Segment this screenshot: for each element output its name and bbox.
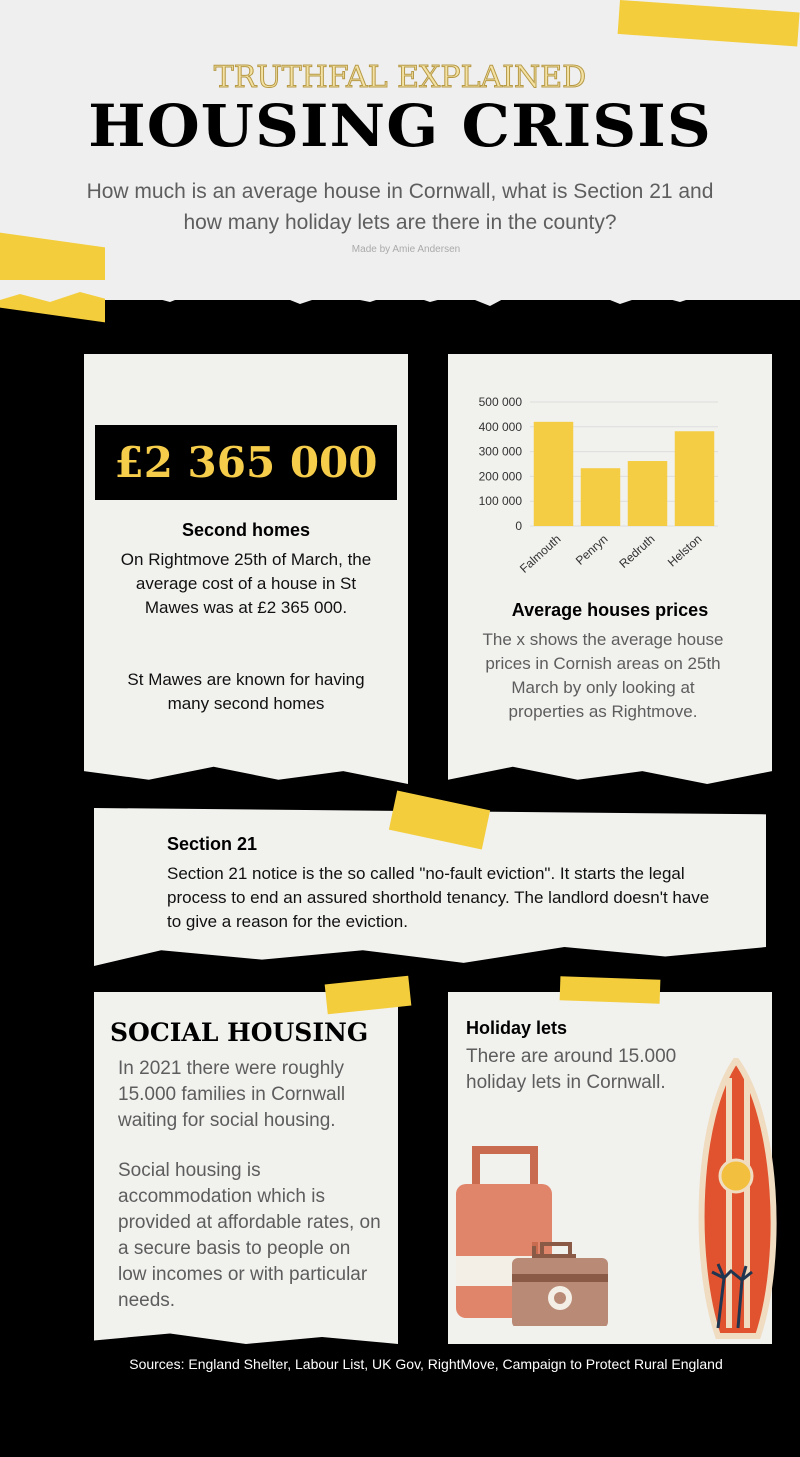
chart-bar-helston: [675, 431, 714, 526]
page-title: HOUSING CRISIS: [88, 92, 712, 160]
chart-y-tick: 0: [515, 519, 522, 533]
section21-heading: Section 21: [167, 834, 258, 854]
tape-social: [325, 976, 412, 1015]
chart-bar-penryn: [581, 468, 620, 526]
chart-y-tick: 100 000: [478, 494, 522, 509]
social-housing-heading: SOCIAL HOUSING: [110, 1018, 369, 1047]
page-subtitle: How much is an average house in Cornwall, what is Section 21 and how many holiday lets are there in the county?: [86, 180, 714, 234]
chart-y-tick: 400 000: [478, 419, 522, 434]
suitcase-icon: [452, 1146, 612, 1326]
holiday-lets-text: There are around 15.000 holiday lets in Cornwall.: [466, 1046, 677, 1093]
surfboard-icon: [688, 1058, 788, 1342]
chart-title: Average houses prices: [511, 600, 709, 620]
second-homes-note: St Mawes are known for having many second homes: [127, 670, 365, 713]
chart-y-tick: 200 000: [478, 469, 522, 484]
section21-text: Section 21 notice is the so called "no-fault eviction". It starts the legal process to end an assured shorthold tenancy. The landlord doesn't have to give a reason for the eviction.: [167, 864, 710, 931]
chart-x-label: Falmouth: [516, 531, 564, 576]
chart-bar-redruth: [628, 461, 667, 526]
author-credit: Made by Amie Andersen: [351, 244, 461, 255]
chart-x-label: Helston: [664, 531, 705, 570]
chart-caption: The x shows the average house prices in Cornish areas on 25th March by only looking at properties as Rightmove.: [482, 630, 724, 721]
bar-chart: [448, 380, 772, 595]
chart-x-label: Penryn: [572, 531, 611, 568]
holiday-lets-heading: Holiday lets: [466, 1018, 568, 1038]
chart-bar-falmouth: [534, 422, 573, 526]
torn-edge: [0, 280, 800, 320]
header-paper: [0, 0, 800, 300]
kicker-title: TRUTHFAL EXPLAINED: [213, 60, 587, 95]
social-housing-definition: Social housing is accommodation which is provided at affordable rates, on a secure basis to people on low incomes or with particular needs.: [118, 1160, 381, 1311]
social-housing-stat: In 2021 there were roughly 15.000 families in Cornwall waiting for social housing.: [118, 1058, 346, 1131]
chart-y-tick: 300 000: [478, 444, 522, 459]
chart-y-tick: 500 000: [478, 395, 522, 409]
second-homes-text: On Rightmove 25th of March, the average cost of a house in St Mawes was at £2 365 000.: [120, 550, 372, 617]
price-highlight: £2 365 000: [95, 425, 397, 500]
chart-x-label: Redruth: [616, 531, 658, 571]
second-homes-heading: Second homes: [181, 520, 311, 540]
tape-top-right: [618, 0, 800, 46]
sources-footer: Sources: England Shelter, Labour List, UK Gov, RightMove, Campaign to Protect Rural England: [129, 1356, 723, 1372]
tape-holiday: [560, 976, 661, 1003]
